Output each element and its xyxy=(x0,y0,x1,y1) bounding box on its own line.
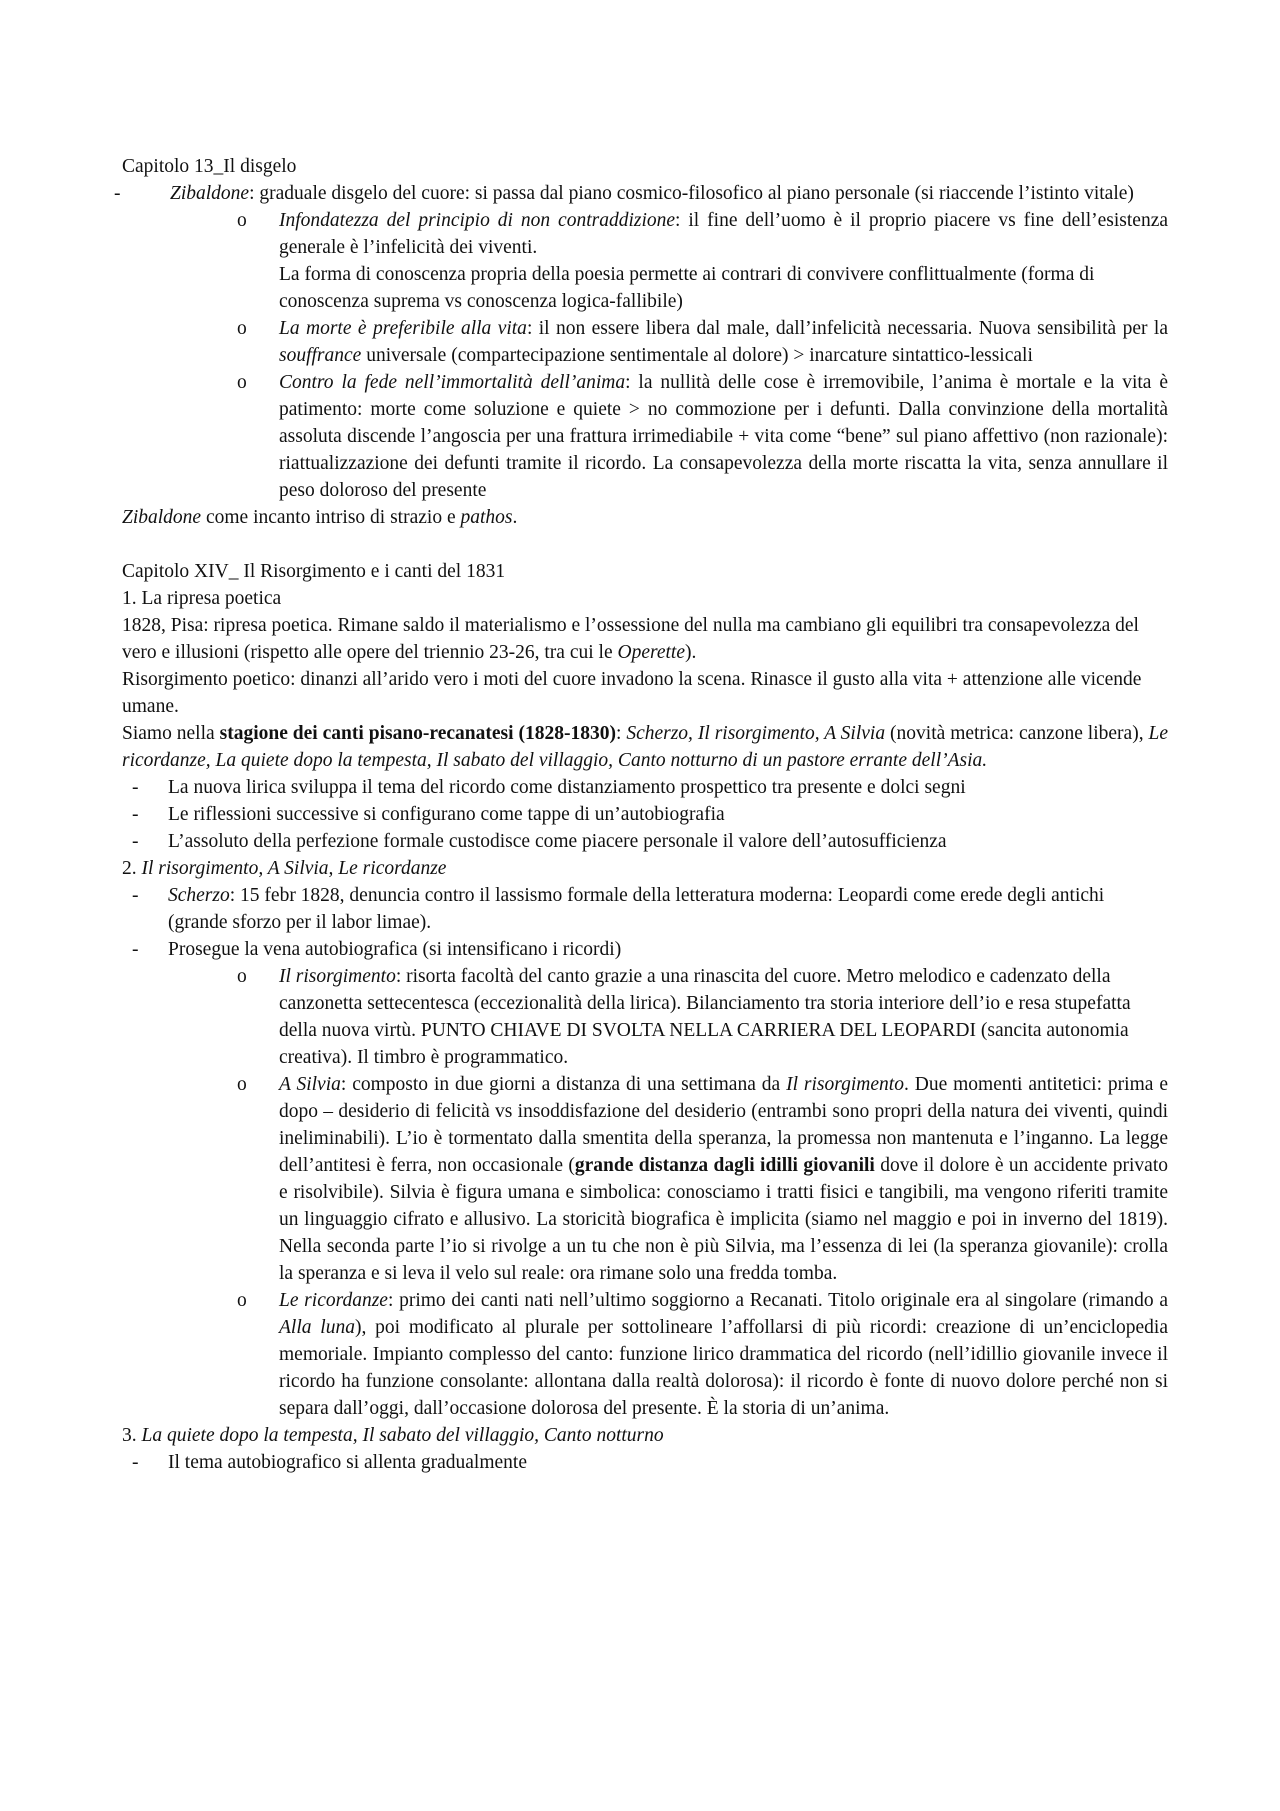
section-title: 3. La quiete dopo la tempesta, Il sabato del villaggio, Canto notturno xyxy=(122,1425,664,1446)
section-title: 2. Il risorgimento, A Silvia, Le ricordanze xyxy=(122,858,447,879)
sub-list-item: o Contro la fede nell’immortalità dell’anima: la nullità delle cose è irremovibile, l’anima è mortale e la vita è patimento: morte come soluzione e quiete > no commozione per i defunti. Dalla convinzione della mortalità assoluta discende l’angoscia per una frattura irrimediabile + vita come “bene” sul piano affettivo (non razionale): riattualizzazione dei defunti tramite il ricordo. La consapevolezza della morte riscatta la vita, senza annullare il peso doloroso del presente xyxy=(122,369,1168,504)
list-item: - Le riflessioni successive si configurano come tappe di un’autobiografia xyxy=(122,801,1168,828)
section-title: 1. La ripresa poetica xyxy=(122,588,282,609)
paragraph: Zibaldone come incanto intriso di strazio e pathos. xyxy=(122,507,518,528)
sub-list-item: o Le ricordanze: primo dei canti nati nell’ultimo soggiorno a Recanati. Titolo originale era al singolare (rimando a Alla luna), poi modificato al plurale per sottolineare l’affollarsi di più ricordi: creazione di un’enciclopedia memoriale. Impianto complesso del canto: funzione lirico drammatica del ricordo (nell’idillio giovanile invece il ricordo ha funzione consolante: allontana dalla realtà dolorosa): il ricordo è fonte di nuovo dolore perché non si separa dall’oggi, dall’occasione dolorosa del presente. È la storia di un’anima. xyxy=(122,1287,1168,1422)
circle-bullet: o xyxy=(237,966,247,987)
circle-bullet: o xyxy=(237,318,247,339)
sub-list-item: o Infondatezza del principio di non contraddizione: il fine dell’uomo è il proprio piacere vs fine dell’esistenza generale è l’infelicità dei viventi. xyxy=(122,207,1168,261)
circle-bullet: o xyxy=(237,1290,247,1311)
sub-list-item: o A Silvia: composto in due giorni a distanza di una settimana da Il risorgimento. Due momenti antitetici: prima e dopo – desiderio di felicità vs insoddisfazione del desiderio (entrambi sono propri della natura dei viventi, quindi ineliminabili). L’io è tormentato dalla smentita della speranza, la promessa non mantenuta e l’inganno. La legge dell’antitesi è ferra, non occasionale (grande distanza dagli idilli giovanili dove il dolore è un accidente privato e risolvibile). Silvia è figura umana e simbolica: conosciamo i tratti fisici e tangibili, ma vengono riferiti tramite un linguaggio cifrato e allusivo. La storicità biografica è implicita (siamo nel maggio e poi in inverno del 1819). Nella seconda parte l’io si rivolge a un tu che non è più Silvia, ma l’essenza di lei (la speranza giovanile): crolla la speranza e si leva il velo sul reale: ora rimane solo una fredda tomba. xyxy=(122,1071,1168,1287)
circle-bullet: o xyxy=(237,372,247,393)
list-item: - La nuova lirica sviluppa il tema del ricordo come distanziamento prospettico tra presente e dolci segni xyxy=(122,774,1168,801)
dash-bullet: - xyxy=(114,183,121,204)
paragraph: Risorgimento poetico: dinanzi all’arido vero i moti del cuore invadono la scena. Rinasce il gusto alla vita + attenzione alle vicende umane. xyxy=(122,669,1142,717)
circle-bullet: o xyxy=(237,210,247,231)
paragraph: Siamo nella stagione dei canti pisano-recanatesi (1828-1830): Scherzo, Il risorgimento, A Silvia (novità metrica: canzone libera), Le ricordanze, La quiete dopo la tempesta, Il sabato del villaggio, Canto notturno di un pastore errante dell’Asia. xyxy=(122,723,1168,771)
list-item: - Prosegue la vena autobiografica (si intensificano i ricordi) xyxy=(122,936,1168,963)
sub-list-continuation: La forma di conoscenza propria della poesia permette ai contrari di convivere conflittualmente (forma di conoscenza suprema vs conoscenza logica-fallibile) xyxy=(279,264,1095,312)
dash-bullet: - xyxy=(132,1452,139,1473)
dash-bullet: - xyxy=(132,804,139,825)
spacer xyxy=(122,531,1168,558)
chapter-heading: Capitolo XIV_ Il Risorgimento e i canti del 1831 xyxy=(122,561,506,582)
sub-list-item: o La morte è preferibile alla vita: il non essere libera dal male, dall’infelicità necessaria. Nuova sensibilità per la souffrance universale (compartecipazione sentimentale al dolore) > inarcature sintattico-lessicali xyxy=(122,315,1168,369)
list-item: - Zibaldone: graduale disgelo del cuore: si passa dal piano cosmico-filosofico al piano personale (si riaccende l’istinto vitale) xyxy=(122,180,1168,207)
dash-bullet: - xyxy=(132,939,139,960)
sub-list-item: o Il risorgimento: risorta facoltà del canto grazie a una rinascita del cuore. Metro melodico e cadenzato della canzonetta settecentesca (eccezionalità della lirica). Bilanciamento tra storia interiore dell’io e resa stupefatta della nuova virtù. PUNTO CHIAVE DI SVOLTA NELLA CARRIERA DEL LEOPARDI (sancita autonomia creativa). Il timbro è programmatico. xyxy=(122,963,1168,1071)
chapter-heading: Capitolo 13_Il disgelo xyxy=(122,156,297,177)
paragraph: 1828, Pisa: ripresa poetica. Rimane saldo il materialismo e l’ossessione del nulla ma cambiano gli equilibri tra consapevolezza del vero e illusioni (rispetto alle opere del triennio 23-26, tra cui le Operette). xyxy=(122,615,1139,663)
dash-bullet: - xyxy=(132,777,139,798)
list-item: - L’assoluto della perfezione formale custodisce come piacere personale il valore dell’autosufficienza xyxy=(122,828,1168,855)
list-item: - Il tema autobiografico si allenta gradualmente xyxy=(122,1449,1168,1476)
dash-bullet: - xyxy=(132,831,139,852)
list-item: - Scherzo: 15 febr 1828, denuncia contro il lassismo formale della letteratura moderna: Leopardi come erede degli antichi (grande sforzo per il labor limae). xyxy=(122,882,1168,936)
dash-bullet: - xyxy=(132,885,139,906)
circle-bullet: o xyxy=(237,1074,247,1095)
document-body xyxy=(114,153,1169,1476)
